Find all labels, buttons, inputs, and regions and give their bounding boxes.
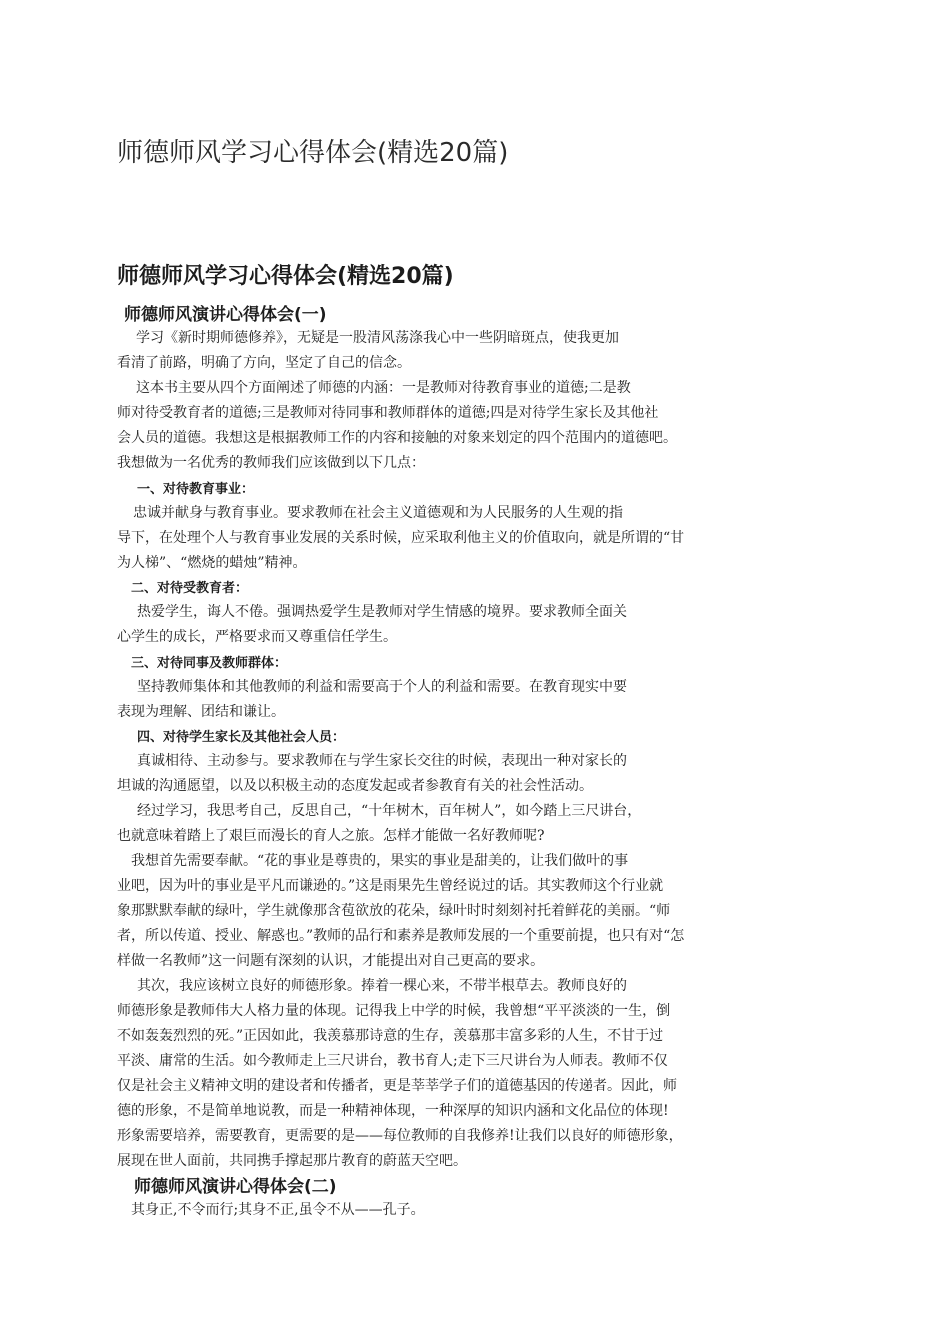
paragraph-line: 学习《新时期师德修养》，无疑是一股清风荡涤我心中一些阴暗斑点，使我更加 <box>136 330 619 346</box>
subheading: 一、对待教育事业： <box>137 482 255 497</box>
paragraph-line: 我想做为一名优秀的教师我们应该做到以下几点： <box>117 455 425 471</box>
paragraph-line: 坚持教师集体和其他教师的利益和需要高于个人的利益和需要。在教育现实中要 <box>137 679 627 695</box>
paragraph-line: 导下，在处理个人与教育事业发展的关系时候，应采取利他主义的价值取向，就是所谓的“甘 <box>117 530 685 546</box>
paragraph-line: 这本书主要从四个方面阐述了师德的内涵：一是教师对待教育事业的道德;二是教 <box>136 380 631 396</box>
paragraph-line: 业吧，因为叶的事业是平凡而谦逊的。”这是雨果先生曾经说过的话。其实教师这个行业就 <box>117 878 664 894</box>
paragraph-line: 不如轰轰烈烈的死。”正因如此，我羡慕那诗意的生存，羡慕那丰富多彩的人生，不甘于过 <box>117 1028 664 1044</box>
main-heading: 师德师风学习心得体会(精选20篇) <box>117 264 454 289</box>
paragraph-line: 其次，我应该树立良好的师德形象。捧着一棵心来，不带半根草去。教师良好的 <box>137 978 627 994</box>
paragraph-line: 师德形象是教师伟大人格力量的体现。记得我上中学的时候，我曾想“平平淡淡的一生，倒 <box>117 1003 671 1019</box>
paragraph-line: 我想首先需要奉献。“花的事业是尊贵的，果实的事业是甜美的，让我们做叶的事 <box>131 853 629 869</box>
section-heading: 师德师风演讲心得体会(二) <box>134 1177 337 1197</box>
paragraph-line: 心学生的成长，严格要求而又尊重信任学生。 <box>117 629 397 645</box>
paragraph-line: 平淡、庸常的生活。如今教师走上三尺讲台，教书育人;走下三尺讲台为人师表。教师不仅 <box>117 1053 668 1069</box>
paragraph-line: 师对待受教育者的道德;三是教师对待同事和教师群体的道德;四是对待学生家长及其他社 <box>117 405 659 421</box>
paragraph-line: 者，所以传道、授业、解惑也。”教师的品行和素养是教师发展的一个重要前提，也只有对“怎 <box>117 928 685 944</box>
paragraph-line: 展现在世人面前，共同携手撑起那片教育的蔚蓝天空吧。 <box>117 1153 467 1169</box>
paragraph-line: 真诚相待、主动参与。要求教师在与学生家长交往的时候，表现出一种对家长的 <box>137 753 627 769</box>
paragraph-line: 象那默默奉献的绿叶，学生就像那含苞欲放的花朵，绿叶时时刻刻衬托着鲜花的美丽。“师 <box>117 903 671 919</box>
paragraph-line: 其身正,不令而行;其身不正,虽令不从——孔子。 <box>131 1202 425 1218</box>
paragraph-line: 看清了前路，明确了方向，坚定了自己的信念。 <box>117 355 411 371</box>
paragraph-line: 为人梯”、“燃烧的蜡烛”精神。 <box>117 555 307 571</box>
section-heading: 师德师风演讲心得体会(一) <box>124 305 327 325</box>
paragraph-line: 热爱学生，诲人不倦。强调热爱学生是教师对学生情感的境界。要求教师全面关 <box>137 604 627 620</box>
paragraph-line: 样做一名教师”这一问题有深刻的认识，才能提出对自己更高的要求。 <box>117 953 545 969</box>
paragraph-line: 会人员的道德。我想这是根据教师工作的内容和接触的对象来划定的四个范围内的道德吧。 <box>117 430 677 446</box>
paragraph-line: 经过学习，我思考自己，反思自己，“十年树木，百年树人”，如今踏上三尺讲台， <box>137 803 642 819</box>
paragraph-line: 德的形象，不是简单地说教，而是一种精神体现，一种深厚的知识内涵和文化品位的体现! <box>117 1103 669 1119</box>
subheading: 二、对待受教育者： <box>131 581 249 596</box>
paragraph-line: 形象需要培养，需要教育，更需要的是——每位教师的自我修养!让我们以良好的师德形象， <box>117 1128 683 1144</box>
subheading: 四、对待学生家长及其他社会人员： <box>137 730 346 745</box>
paragraph-line: 坦诚的沟通愿望，以及以积极主动的态度发起或者参教育有关的社会性活动。 <box>117 778 593 794</box>
paragraph-line: 忠诚并献身与教育事业。要求教师在社会主义道德观和为人民服务的人生观的指 <box>133 505 623 521</box>
paragraph-line: 表现为理解、团结和谦让。 <box>117 704 285 720</box>
paragraph-line: 也就意味着踏上了艰巨而漫长的育人之旅。怎样才能做一名好教师呢? <box>117 828 545 844</box>
document-title: 师德师风学习心得体会(精选20篇) <box>117 138 509 168</box>
paragraph-line: 仅是社会主义精神文明的建设者和传播者，更是莘莘学子们的道德基因的传递者。因此，师 <box>117 1078 677 1094</box>
subheading: 三、对待同事及教师群体： <box>131 656 288 671</box>
